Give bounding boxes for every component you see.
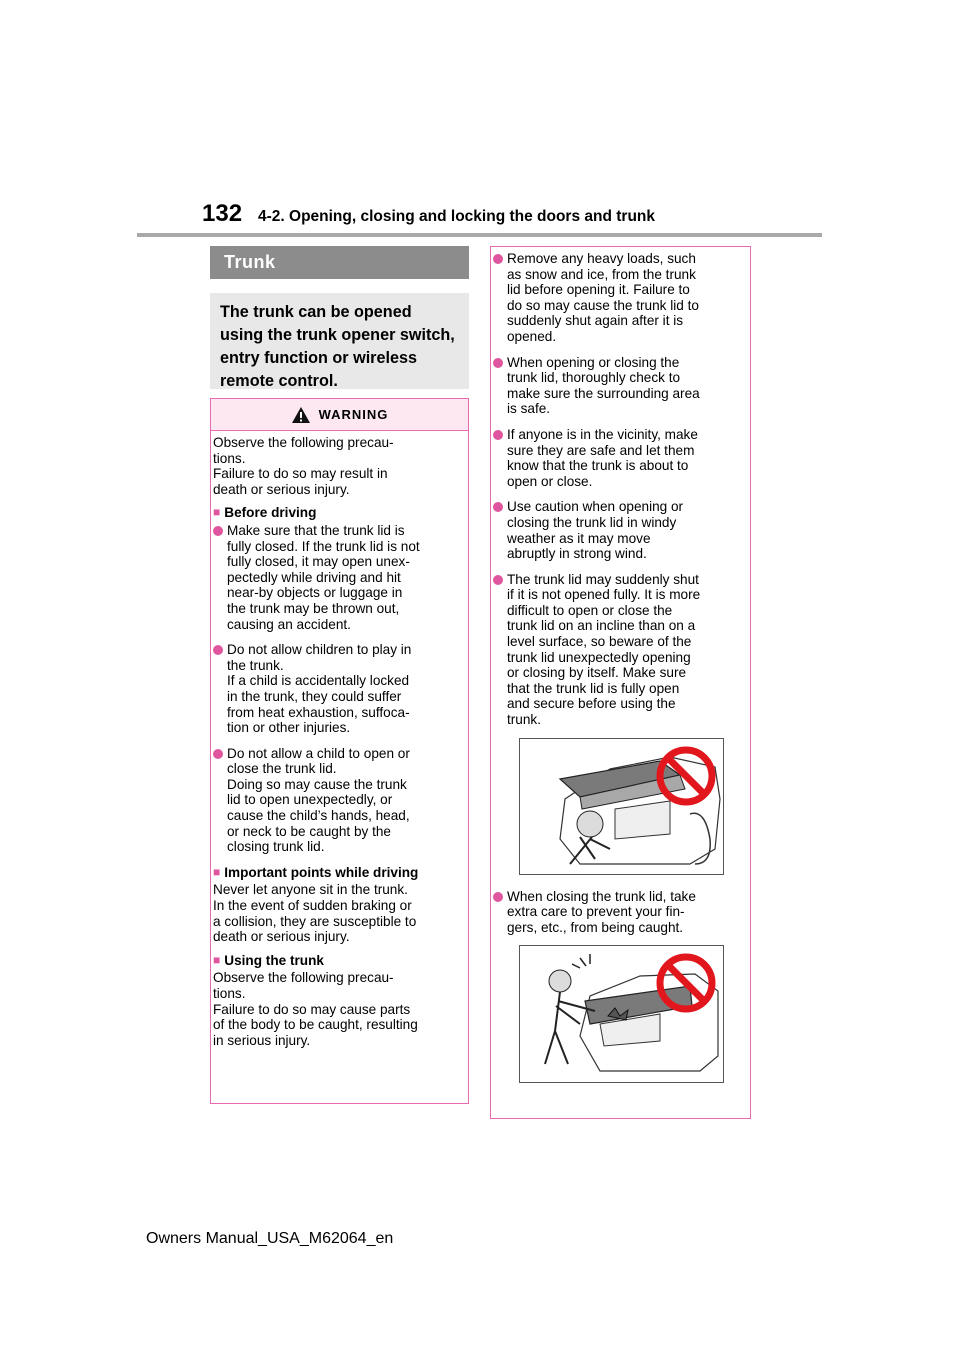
bullet-dot-icon (493, 358, 503, 368)
left-column (210, 246, 469, 389)
list-item: The trunk lid may suddenly shut if it is not opened fully. It is more difficult to open or close the trunk lid on an incline than on a level surface, so beware of the trunk lid unexpectedly opening or closing by itself. Make sure that the trunk lid is fully open and secure before using the trunk. (493, 572, 748, 728)
illustration-fingers-caught (519, 945, 724, 1083)
page-number: 132 (202, 200, 243, 227)
bullet-dot-icon (213, 526, 223, 536)
warning-continued-box (490, 246, 751, 1119)
subheading-important-points: ■ Important points while driving (213, 864, 419, 880)
list-item: When opening or closing the trunk lid, thoroughly check to make sure the surrounding area is safe. (493, 355, 748, 417)
footer-text: Owners Manual_USA_M62064_en (146, 1230, 394, 1247)
bullet-dot-icon (493, 254, 503, 264)
list-item: Use caution when opening or closing the trunk lid in windy weather as it may move abruptly in strong wind. (493, 499, 748, 561)
trunk-intro: The trunk can be opened using the trunk opener switch, entry function or wireless remote control. (210, 293, 469, 389)
list-item: Remove any heavy loads, such as snow and ice, from the trunk lid before opening it. Failure to do so may cause the trunk lid to suddenly shut again after it is opened. (493, 251, 748, 345)
bullet-dot-icon (493, 430, 503, 440)
prohibition-icon (655, 745, 717, 807)
list-item: Do not allow children to play in the trunk. If a child is accidentally locked in the trunk, they could suffer from heat exhaustion, suffoca- tion or other injuries. (213, 642, 466, 736)
bullet-dot-icon (213, 749, 223, 759)
list-item: Do not allow a child to open or close the trunk lid. Doing so may cause the trunk lid to open unexpectedly, or cause the child’s hands, head, or neck to be caught by the closing trunk lid. (213, 746, 466, 855)
square-bullet-icon: ■ (213, 505, 221, 520)
square-bullet-icon: ■ (213, 952, 221, 967)
bullet-dot-icon (213, 645, 223, 655)
paragraph: Never let anyone sit in the trunk. In the event of sudden braking or a collision, they are susceptible to death or serious injury. (213, 882, 417, 945)
header-rule (137, 233, 822, 237)
subheading-before-driving: ■ Before driving (213, 505, 317, 521)
list-item: Make sure that the trunk lid is fully closed. If the trunk lid is not fully closed, it may open unex- pectedly while driving and hit near-by objects or luggage in the trunk may be thrown out, causing an accident. (213, 523, 466, 632)
bullet-dot-icon (493, 575, 503, 585)
section-title: 4-2. Opening, closing and locking the doors and trunk (258, 208, 656, 225)
warning-header (211, 399, 468, 431)
subheading-using-trunk: ■ Using the trunk (213, 952, 324, 968)
trunk-heading: Trunk (210, 246, 469, 279)
warning-triangle-icon (291, 406, 311, 424)
paragraph: Observe the following precau- tions. Failure to do so may cause parts of the body to be caught, resulting in serious injury. (213, 970, 418, 1048)
warning-box (210, 398, 469, 1104)
prohibition-icon (655, 952, 717, 1014)
list-item: If anyone is in the vicinity, make sure they are safe and let them know that the trunk is about to open or close. (493, 427, 748, 489)
list-item: When closing the trunk lid, take extra care to prevent your fin- gers, etc., from being caught. (493, 889, 748, 936)
illustration-trunk-lid-falling (519, 738, 724, 875)
square-bullet-icon: ■ (213, 864, 221, 879)
warning-label: WARNING (318, 407, 389, 422)
warning-intro: Observe the following precau- tions. Failure to do so may result in death or serious injury. (213, 435, 394, 497)
bullet-dot-icon (493, 502, 503, 512)
bullet-dot-icon (493, 892, 503, 902)
